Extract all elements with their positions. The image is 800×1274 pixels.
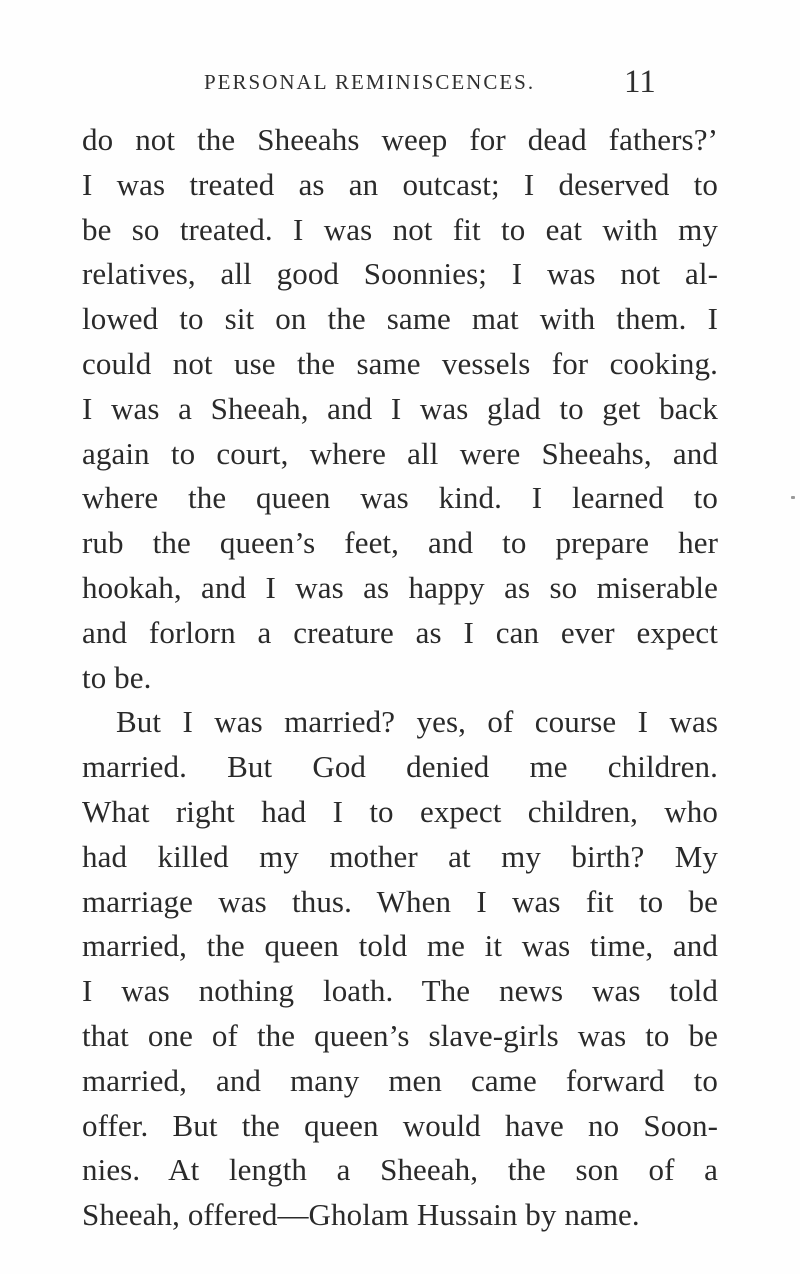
text-line: married. But God denied me children. — [82, 749, 718, 785]
page-speck — [791, 496, 795, 499]
text-line: had killed my mother at my birth? My — [82, 838, 718, 874]
running-title: PERSONAL REMINISCENCES. — [204, 70, 536, 94]
paragraph-end-line: Sheeah, offered—Gholam Hussain by name. — [82, 1197, 640, 1233]
text-line: What right had I to expect children, who — [82, 793, 718, 829]
paragraph-start-line: But I was married? yes, of course I was — [116, 704, 718, 740]
text-line: and forlorn a creature as I can ever expect — [82, 614, 718, 650]
text-line: where the queen was kind. I learned to — [82, 480, 718, 516]
text-line: do not the Sheeahs weep for dead fathers?’ — [82, 122, 718, 157]
text-line: that one of the queen’s slave-girls was to be — [82, 1017, 718, 1053]
body-text — [82, 118, 718, 1238]
text-line: could not use the same vessels for cooking. — [82, 345, 718, 381]
running-head — [0, 62, 800, 102]
text-line: be so treated. I was not fit to eat with my — [82, 211, 718, 247]
text-line: married, the queen told me it was time, and — [82, 928, 718, 964]
text-line: lowed to sit on the same mat with them. I — [82, 301, 718, 337]
text-line: I was nothing loath. The news was told — [82, 973, 718, 1009]
paragraph-end-line: to be. — [82, 659, 152, 695]
text-line: hookah, and I was as happy as so miserable — [82, 569, 718, 605]
text-line: relatives, all good Soonnies; I was not al- — [82, 256, 718, 292]
text-line: rub the queen’s feet, and to prepare her — [82, 525, 718, 561]
text-line: offer. But the queen would have no Soon- — [82, 1107, 718, 1143]
text-line: married, and many men came forward to — [82, 1062, 718, 1098]
page-number: 11 — [624, 64, 656, 100]
text-line: I was treated as an outcast; I deserved to — [82, 166, 718, 202]
text-line: again to court, where all were Sheeahs, and — [82, 435, 718, 471]
text-line: nies. At length a Sheeah, the son of a — [82, 1152, 718, 1188]
text-line: marriage was thus. When I was fit to be — [82, 883, 718, 919]
text-line: I was a Sheeah, and I was glad to get back — [82, 390, 718, 426]
